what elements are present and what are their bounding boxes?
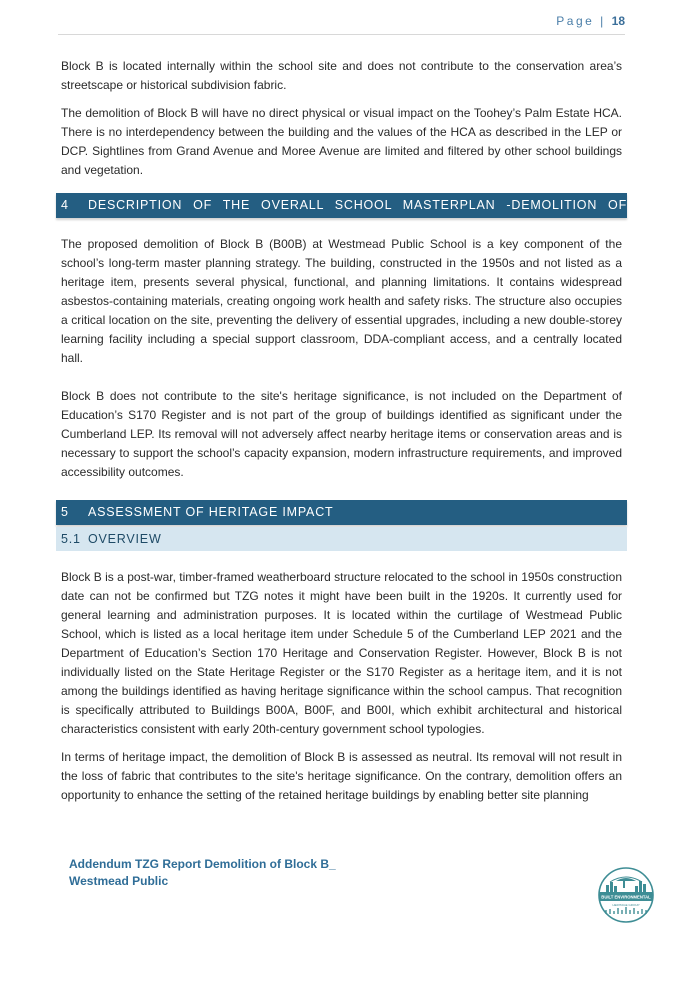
section-4-paragraph-2: Block B does not contribute to the site's heritage significance, is not included on the Department of Education’s S170 Register and is not part of the group of buildings identified as significant under the Cumberland LEP. Its removal will not adversely affect nearby heritage items or conservation areas and is necessary to support the school’s capacity expansion, modern infrastructure requirements, and improved accessibility outcomes. [61, 389, 622, 479]
section-5-1-paragraph-1: Block B is a post-war, timber-framed weatherboard structure relocated to the school in 1950s construction date can not be confirmed but TZG notes it might have been built in the 1920s. It currently used for general learning and administration purposes. It is located within the curtilage of Westmead Public School, which is listed as a local heritage item under Schedule 5 of the Cumberland LEP 2021 and the Department of Education’s Section 170 Heritage and Conservation Register. However, Block B is not individually listed on the State Heritage Register or the S170 Register as a heritage item, and it is not among the buildings identified as having heritage significance within the school campus. That recognition is specifically attributed to Buildings B00A, B00F, and B00I, which exhibit architectural and historical characteristics consistent with early 20th-century government school typologies. [61, 570, 622, 736]
section-4-title: DESCRIPTION OF THE OVERALL SCHOOL MASTERPLAN -DEMOLITION OF BLOCK B [61, 198, 627, 237]
section-4-heading [56, 193, 627, 237]
section-4-paragraph-1: The proposed demolition of Block B (B00B) at Westmead Public School is a key component of the school’s long-term master planning strategy. The building, constructed in the 1950s and not listed as a heritage item, presents several physical, functional, and planning limitations. It contains widespread asbestos-containing materials, creating ongoing work health and safety risks. The structure also occupies a critical location on the site, preventing the delivery of essential upgrades, including a new double-storey learning facility including a special support classroom, DDA-compliant access, and a centrally located hall. [61, 237, 622, 365]
section-5-title: ASSESSMENT OF HERITAGE IMPACT [88, 505, 334, 519]
section-4-number: 4 [61, 198, 69, 212]
header-divider [58, 34, 625, 35]
section-5-1-paragraph-2: In terms of heritage impact, the demolition of Block B is assessed as neutral. Its removal will not result in the loss of fabric that contributes to the site's heritage significance. On the contrary, demolition offers an opportunity to enhance the setting of the retained heritage buildings by enabling better site planning [61, 750, 622, 802]
section-5-1-heading [56, 527, 627, 551]
section-5-1-number: 5.1 [61, 532, 81, 546]
page-header [556, 14, 625, 28]
footer-report-title [69, 856, 336, 890]
footer-line-1: Addendum TZG Report Demolition of Block B_ [69, 857, 336, 871]
page-body [61, 57, 627, 805]
section-5-1-title: OVERVIEW [88, 532, 162, 546]
logo-text-line-1: BUILT ENVIRONMENTAL [601, 894, 651, 900]
page-number: 18 [611, 14, 625, 28]
section-5-number: 5 [61, 505, 69, 519]
page-separator: | [600, 14, 606, 28]
section-5-heading [56, 500, 627, 525]
logo-text-line-2: HERITAGE GROUP [612, 903, 640, 907]
intro-paragraph-2: The demolition of Block B will have no direct physical or visual impact on the Toohey’s Palm Estate HCA. There is no interdependency between the building and the values of the HCA as described in the LEP or DCP. Sightlines from Grand Avenue and Moree Avenue are limited and filtered by other school buildings and vegetation. [61, 106, 622, 177]
footer-line-2: Westmead Public [69, 874, 169, 888]
intro-paragraph-1: Block B is located internally within the school site and does not contribute to the conservation area’s streetscape or historical subdivision fabric. [61, 59, 622, 92]
page-label: Page [556, 14, 595, 28]
company-logo [592, 866, 660, 924]
